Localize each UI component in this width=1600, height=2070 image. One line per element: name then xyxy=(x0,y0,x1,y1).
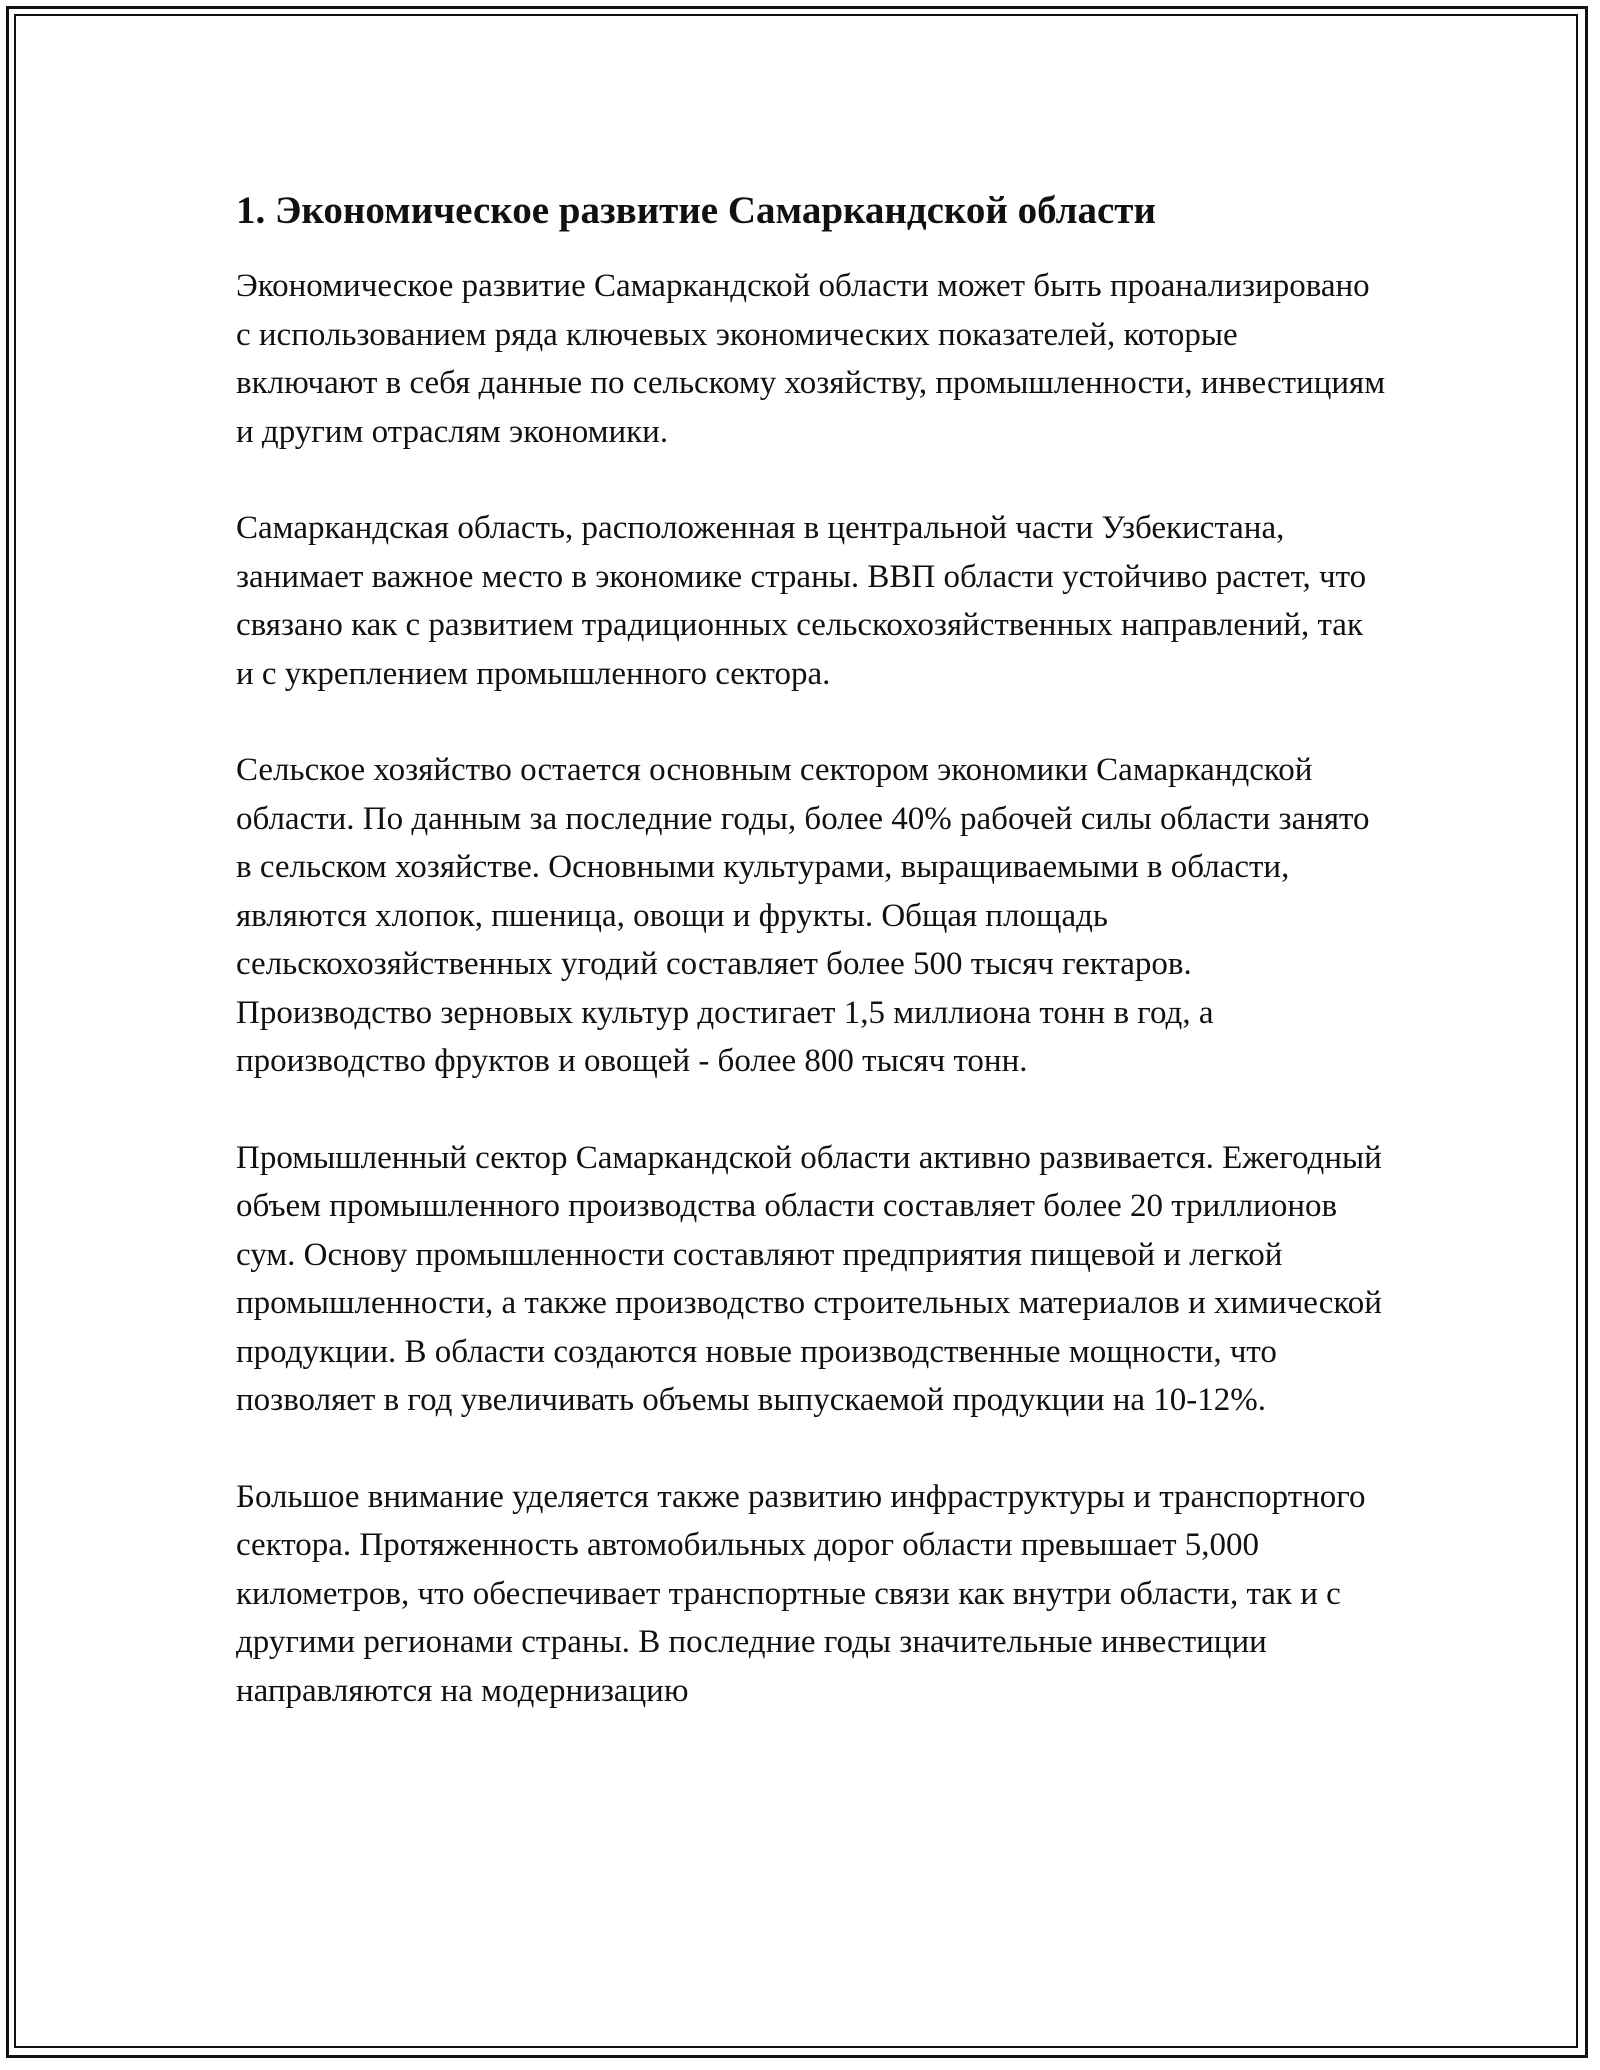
paragraph-infrastructure: Большое внимание уделяется также развитию инфраструктуры и транспортного сектора. Протяженность автомобильных дорог области превышает 5,000 километров, что обеспечивает транспортные связи как внутри области, так и с другими регионами страны. В последние годы значительные инвестиции направляются на модернизацию xyxy=(236,1478,1366,1709)
paragraph-industry: Промышленный сектор Самаркандской области активно развивается. Ежегодный объем промышленного производства области составляет более 20 триллионов сум. Основу промышленности составляют предприятия пищевой и легкой промышленности, а также производство строительных материалов и химической продукции. В области создаются новые производственные мощности, что позволяет в год увеличивать объемы выпускаемой продукции на 10-12%. xyxy=(236,1139,1382,1418)
paragraph-region-overview: Самаркандская область, расположенная в центральной части Узбекистана, занимает важное место в экономике страны. ВВП области устойчиво растет, что связано как с развитием традиционных сельскохозяйственных направлений, так и с укреплением промышленного сектора. xyxy=(236,510,1367,692)
section-heading: 1. Экономическое развитие Самаркандской области xyxy=(236,189,1156,232)
paragraph-intro: Экономическое развитие Самаркандской области может быть проанализировано с использованием ряда ключевых экономических показателей, которые включают в себя данные по сельскому хозяйству, промышленности, инвестициям и другим отраслям экономики. xyxy=(236,268,1386,450)
document-body xyxy=(236,186,1386,1763)
paragraph-agriculture: Сельское хозяйство остается основным сектором экономики Самаркандской области. По данным за последние годы, более 40% рабочей силы области занято в сельском хозяйстве. Основными культурами, выращиваемыми в области, являются хлопок, пшеница, овощи и фрукты. Общая площадь сельскохозяйственных угодий составляет более 500 тысяч гектаров. Производство зерновых культур достигает 1,5 миллиона тонн в год, а производство фруктов и овощей - более 800 тысяч тонн. xyxy=(236,752,1370,1079)
